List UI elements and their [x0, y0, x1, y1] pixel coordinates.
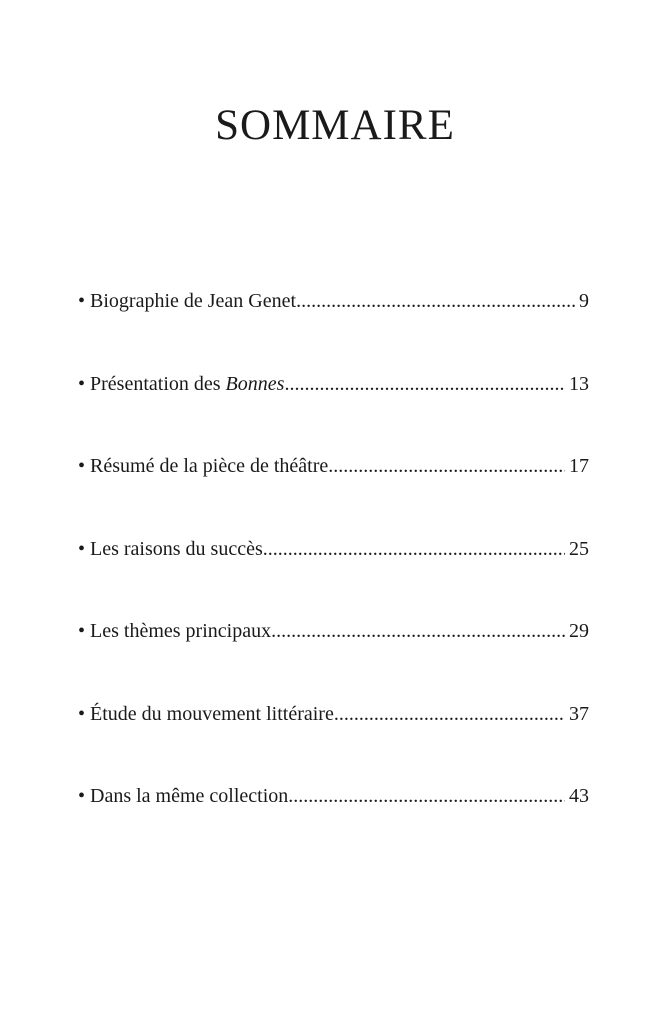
- toc-entry-label: Les thèmes principaux: [90, 620, 272, 642]
- bullet-icon: •: [78, 290, 86, 312]
- dot-leader: [288, 781, 565, 811]
- toc-entry-label-prefix: Présentation des: [90, 372, 226, 395]
- toc-page-number: 37: [569, 702, 589, 725]
- toc-entry-etude[interactable]: [78, 699, 589, 782]
- toc-entry-label-italic: Bonnes: [225, 372, 285, 395]
- toc-entry-label: Résumé de la pièce de théâtre: [90, 455, 329, 477]
- dot-leader: [334, 699, 565, 729]
- toc-entry-label: Biographie de Jean Genet: [90, 290, 297, 312]
- dot-leader: [296, 286, 575, 316]
- bullet-icon: •: [78, 372, 86, 395]
- toc-entry-label: [90, 369, 284, 399]
- bullet-icon: •: [78, 620, 86, 642]
- toc-entry-presentation[interactable]: [78, 369, 589, 452]
- dot-leader: [271, 616, 565, 646]
- dot-leader: [328, 451, 565, 481]
- toc-entry-resume[interactable]: [78, 451, 589, 534]
- toc-page-number: 25: [569, 537, 589, 560]
- toc-entry-label: Dans la même collection: [90, 785, 289, 807]
- bullet-icon: •: [78, 537, 86, 560]
- toc-entry-label: Étude du mouvement littéraire: [90, 702, 334, 725]
- toc-page-number: 13: [569, 372, 589, 395]
- bullet-icon: •: [78, 702, 86, 725]
- bullet-icon: •: [78, 455, 86, 477]
- toc-entry-biographie[interactable]: [78, 286, 589, 369]
- toc-entry-themes[interactable]: [78, 616, 589, 699]
- toc-page-number: 9: [579, 290, 589, 312]
- toc-page-number: 17: [569, 455, 589, 477]
- dot-leader: [263, 534, 565, 564]
- bullet-icon: •: [78, 785, 86, 807]
- toc-page-number: 43: [569, 785, 589, 807]
- dot-leader: [284, 369, 565, 399]
- toc-entry-collection[interactable]: [78, 781, 589, 864]
- table-of-contents: [78, 286, 589, 864]
- page-title: SOMMAIRE: [215, 102, 455, 149]
- toc-entry-label: Les raisons du succès: [90, 537, 263, 560]
- toc-page-number: 29: [569, 620, 589, 642]
- toc-entry-raisons[interactable]: [78, 534, 589, 617]
